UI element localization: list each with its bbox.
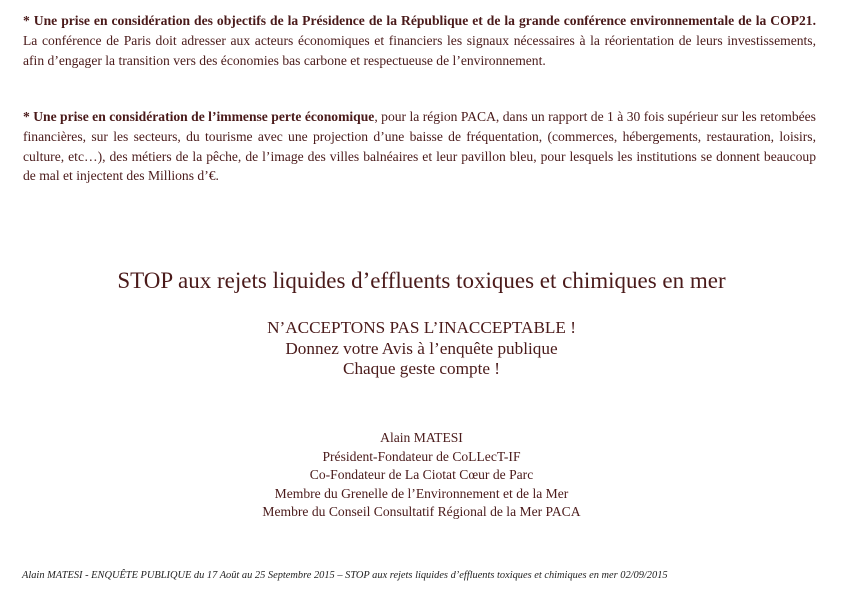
paragraph-cop21-bold: * Une prise en considération des objectifs de la Présidence de la République et de la grande conférence environnementale de la COP21. bbox=[23, 13, 816, 28]
signature-role: Membre du Grenelle de l’Environnement et de la Mer bbox=[274, 485, 569, 501]
slogans bbox=[0, 318, 843, 380]
page-footer: Alain MATESI - ENQUÊTE PUBLIQUE du 17 Août au 25 Septembre 2015 – STOP aux rejets liquides d’effluents toxiques et chimiques en mer 02/09/2015 bbox=[22, 570, 668, 581]
signature-role: Membre du Conseil Consultatif Régional de la Mer PACA bbox=[262, 504, 581, 519]
signature-name: Alain MATESI bbox=[380, 430, 463, 445]
paragraph-cop21-text: La conférence de Paris doit adresser aux acteurs économiques et financiers les signaux nécessaires à la réorientation de leurs investissements, afin d’engager la transition vers des économies bas carbone et respectueuse de l’environnement. bbox=[23, 32, 816, 68]
signature-block bbox=[0, 429, 843, 522]
slogan-line: N’ACCEPTONS PAS L’INACCEPTABLE ! bbox=[267, 318, 576, 337]
paragraph-economic-loss-bold: * Une prise en considération de l’immense perte économique bbox=[23, 109, 375, 124]
headline: STOP aux rejets liquides d’effluents toxiques et chimiques en mer bbox=[117, 268, 726, 293]
paragraph-economic-loss bbox=[23, 107, 816, 186]
slogan-line: Donnez votre Avis à l’enquête publique bbox=[285, 338, 558, 358]
signature-role: Président-Fondateur de CoLLecT-IF bbox=[322, 448, 521, 464]
slogan-line: Chaque geste compte ! bbox=[342, 359, 501, 378]
signature-role: Co-Fondateur de La Ciotat Cœur de Parc bbox=[309, 467, 534, 482]
paragraph-economic-loss-text: , pour la région PACA, dans un rapport de 1 à 30 fois supérieur sur les retombées financières, sur les secteurs, du tourisme avec une projection d’une baisse de fréquentation, (commerces, hébergements, restauration, loisirs, culture, etc…), des métiers de la pêche, de l’image des villes balnéaires et leur pavillon bleu, pour lesquels les institutions se donnent beaucoup de mal et injectent des Millions d’€. bbox=[23, 109, 816, 184]
paragraph-cop21 bbox=[23, 11, 816, 70]
